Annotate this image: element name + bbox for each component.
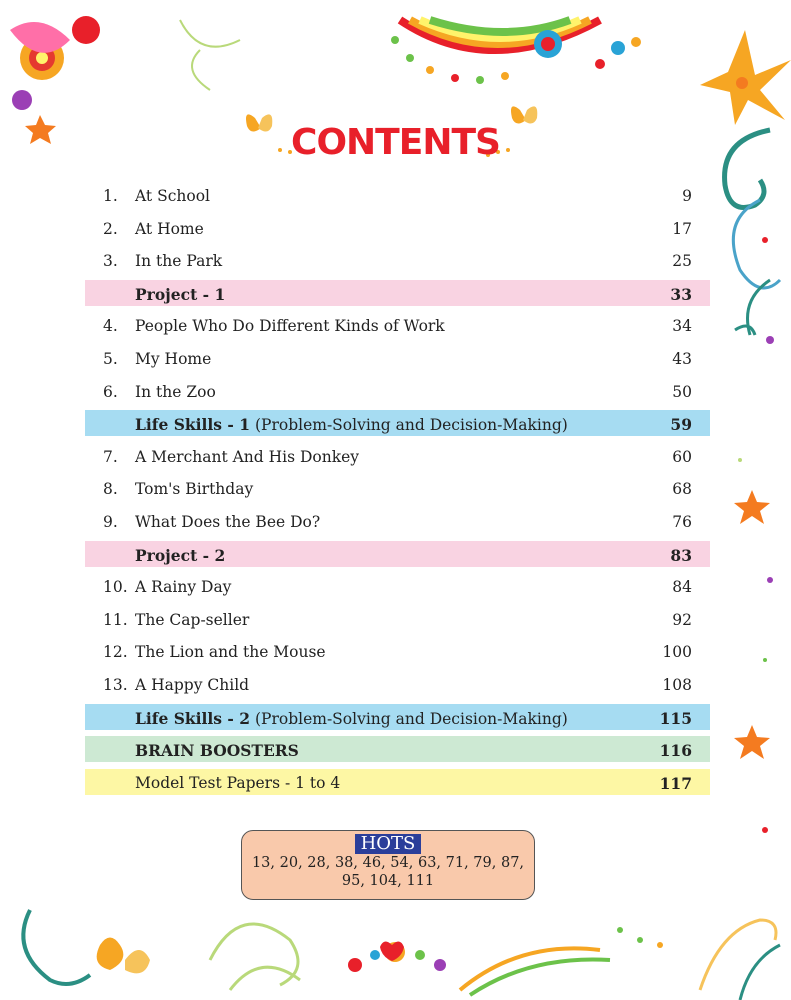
toc-row-page: 117 <box>659 773 692 793</box>
toc-row-title: What Does the Bee Do? <box>135 512 321 531</box>
toc-row-page: 76 <box>672 512 692 531</box>
toc-row-number: 8. <box>103 480 118 499</box>
toc-row-page: 33 <box>670 284 692 304</box>
toc-row-page: 108 <box>662 675 692 694</box>
toc-row-number: 2. <box>103 219 118 238</box>
toc-row <box>85 736 710 762</box>
toc-row-title-main: Life Skills - 2 <box>135 708 251 728</box>
toc-row-title: My Home <box>135 349 212 368</box>
toc-row-title <box>135 709 568 728</box>
toc-row-page: 9 <box>682 187 692 205</box>
toc-row <box>85 247 710 273</box>
toc-row-title: In the Park <box>135 252 223 271</box>
toc-row <box>85 475 710 501</box>
toc-row-title: Tom's Birthday <box>135 480 254 499</box>
rainbow-top <box>391 20 641 84</box>
toc-row-page: 34 <box>672 317 692 336</box>
toc-row-page: 100 <box>662 643 692 662</box>
toc-row-number: 7. <box>103 447 118 466</box>
toc-row-page: 115 <box>659 708 692 728</box>
toc-row-page: 25 <box>672 252 692 271</box>
toc-row-title <box>135 415 568 434</box>
toc-row <box>85 769 710 795</box>
toc-row-page: 116 <box>659 741 692 761</box>
toc-row-title-main: BRAIN BOOSTERS <box>135 741 299 761</box>
toc-row-title-main: Project - 1 <box>135 284 226 304</box>
toc-row <box>85 378 710 404</box>
toc-row-title-main: Project - 2 <box>135 545 226 565</box>
toc-row <box>85 443 710 469</box>
toc-row-title-main: Life Skills - 1 <box>135 415 251 435</box>
toc-row <box>85 671 710 697</box>
toc-row-page: 43 <box>672 349 692 368</box>
toc-row <box>85 312 710 338</box>
toc-row-page: 92 <box>672 610 692 629</box>
toc-row-title <box>135 546 225 565</box>
toc-row <box>85 410 710 436</box>
toc-row-page: 17 <box>672 219 692 238</box>
toc-row <box>85 606 710 632</box>
toc-row-title-sub: (Problem-Solving and Decision-Making) <box>250 709 568 728</box>
toc-row-title: A Rainy Day <box>135 578 232 597</box>
toc-row <box>85 541 710 567</box>
hots-pages-line-1: 13, 20, 28, 38, 46, 54, 63, 71, 79, 87, <box>251 855 525 871</box>
toc-row-number: 11. <box>103 610 128 629</box>
toc-row <box>85 182 710 208</box>
toc-row-title-sub: (Problem-Solving and Decision-Making) <box>250 416 568 435</box>
toc-row <box>85 508 710 534</box>
toc-row-number: 4. <box>103 317 118 336</box>
toc-row-page: 50 <box>672 382 692 401</box>
toc-row-page: 84 <box>672 578 692 597</box>
toc-row-title <box>135 741 299 760</box>
toc-row-title: A Merchant And His Donkey <box>135 447 360 466</box>
stars-right <box>734 458 773 833</box>
toc-row-title: People Who Do Different Kinds of Work <box>135 317 445 336</box>
toc-row-title: The Cap-seller <box>135 610 250 629</box>
toc-row <box>85 345 710 371</box>
toc-row-title: A Happy Child <box>135 675 250 694</box>
toc-row <box>85 280 710 306</box>
toc-row-page: 83 <box>670 545 692 565</box>
toc-row <box>85 573 710 599</box>
toc-row-number: 12. <box>103 643 128 662</box>
toc-row-title: In the Zoo <box>135 382 216 401</box>
toc-row <box>85 638 710 664</box>
bottom-border-decoration <box>23 910 780 1000</box>
toc-row-title: At Home <box>135 219 204 238</box>
toc-row-number: 9. <box>103 512 118 531</box>
toc-row-title: The Lion and the Mouse <box>135 643 326 662</box>
toc-row-title: At School <box>135 187 210 205</box>
toc-row-number: 6. <box>103 382 118 401</box>
toc-row <box>85 704 710 730</box>
toc-row-number: 13. <box>103 675 128 694</box>
toc-row-page: 59 <box>670 415 692 435</box>
hots-box <box>241 830 535 900</box>
toc-row-page: 68 <box>672 480 692 499</box>
toc-row-number: 5. <box>103 349 118 368</box>
toc-row-page: 60 <box>672 447 692 466</box>
toc-row <box>85 215 710 241</box>
toc-row-number: 3. <box>103 252 118 271</box>
page-title: CONTENTS <box>291 122 500 163</box>
star-flower-top-right <box>700 30 791 125</box>
toc-row-title <box>135 285 225 304</box>
table-of-contents <box>85 182 710 801</box>
toc-row-number: 10. <box>103 578 128 597</box>
hots-title: HOTS <box>355 834 422 854</box>
toc-row-number: 1. <box>103 187 118 205</box>
hots-pages-line-2: 95, 104, 111 <box>341 873 435 889</box>
toc-row-title: Model Test Papers - 1 to 4 <box>135 773 341 792</box>
